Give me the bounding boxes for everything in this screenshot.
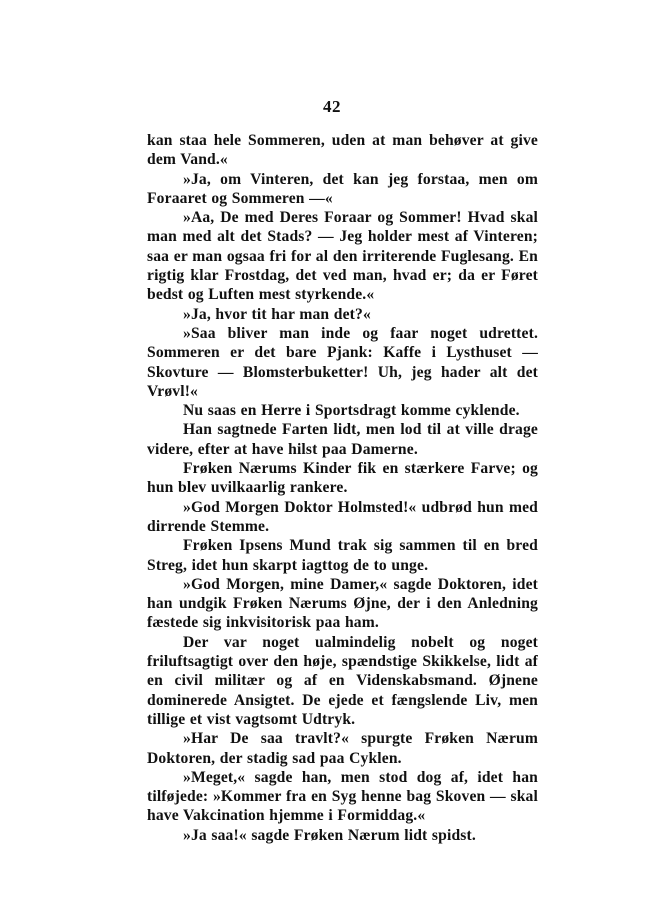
paragraph: »Meget,« sagde han, men stod dog af, idet han tilføjede: »Kommer fra en Syg henne bag Skoven — skal have Vakcination hjemme i Formiddag.« [147, 768, 538, 825]
paragraph: »Har De saa travlt?« spurgte Frøken Nærum Doktoren, der stadig sad paa Cyklen. [147, 730, 538, 767]
paragraph: »Saa bliver man inde og faar noget udrettet. Sommeren er det bare Pjank: Kaffe i Lysthuset — Skovture — Blomsterbuketter! Uh, jeg hader alt det Vrøvl!« [147, 324, 538, 400]
paragraph: »God Morgen, mine Damer,« sagde Doktoren, idet han undgik Frøken Nærums Øjne, der i den Anledning fæstede sig inkvisitorisk paa ham. [147, 575, 538, 632]
page-number: 42 [323, 97, 341, 116]
paragraph: Der var noget ualmindelig nobelt og noget friluftsagtigt over den høje, spændstige Skikkelse, lidt af en civil militær og af en Videnskabsmand. Øjnene dominerede Ansigtet. De ejede et fængslende Liv, men tillige et vist vagtsomt Udtryk. [147, 633, 538, 728]
paragraph: Nu saas en Herre i Sportsdragt komme cyklende. [183, 402, 520, 420]
body-text [147, 131, 538, 845]
paragraph: »Ja, hvor tit har man det?« [183, 305, 371, 323]
paragraph: »Ja, om Vinteren, det kan jeg forstaa, men om Foraaret og Sommeren —« [147, 170, 538, 207]
paragraph: Frøken Nærums Kinder fik en stærkere Farve; og hun blev uvilkaarlig rankere. [147, 460, 538, 497]
paragraph: »Aa, De med Deres Foraar og Sommer! Hvad skal man med alt det Stads? — Jeg holder mest af Vinteren; saa er man ogsaa fri for al den irriterende Fuglesang. En rigtig klar Frostdag, det ved man, hvad er; da er Føret bedst og Luften mest styrkende.« [147, 209, 538, 304]
paragraph: »God Morgen Doktor Holmsted!« udbrød hun med dirrende Stemme. [147, 498, 538, 535]
paragraph: »Ja saa!« sagde Frøken Nærum lidt spidst. [183, 826, 476, 844]
paragraph: Frøken Ipsens Mund trak sig sammen til en bred Streg, idet hun skarpt iagttog de to unge. [147, 537, 538, 574]
paragraph: Han sagtnede Farten lidt, men lod til at ville drage videre, efter at have hilst paa Damerne. [147, 421, 538, 458]
paragraph: kan staa hele Sommeren, uden at man behøver at give dem Vand.« [147, 132, 538, 169]
